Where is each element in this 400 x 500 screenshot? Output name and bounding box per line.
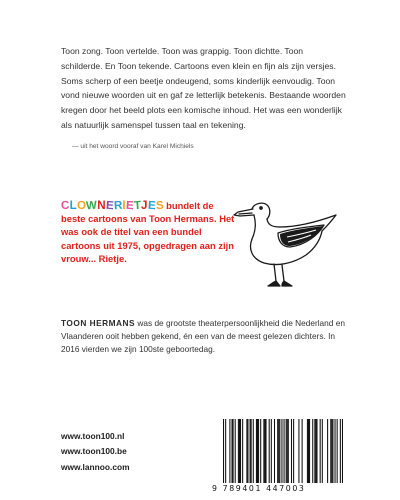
- quote-source: — uit het woord vooraf van Karel Michiels: [72, 143, 194, 150]
- barcode-bar: [269, 419, 270, 483]
- logo-letter: O: [76, 198, 87, 213]
- barcode-bar: [246, 419, 247, 483]
- barcode-bar: [274, 419, 275, 483]
- bio-text: was de grootste theaterpersoonlijkheid die Nederland en Vlaanderen ooit hebben gekend, én een van de meest gelezen dichters. In 2016 vierden we zijn 100ste geboortedag.: [61, 318, 345, 355]
- barcode-bar: [286, 419, 287, 483]
- barcode-bar: [238, 419, 239, 483]
- logo-letter: E: [147, 198, 157, 213]
- link-toon100-nl[interactable]: www.toon100.nl: [61, 431, 125, 441]
- logo-letter: I: [122, 199, 126, 212]
- barcode-bar: [253, 419, 254, 483]
- barcode-bar: [312, 419, 313, 483]
- barcode-bar: [327, 419, 328, 483]
- barcode-bar: [293, 419, 294, 483]
- logo-letter: C: [60, 198, 71, 213]
- logo-letter: R: [113, 198, 123, 213]
- barcode-bar: [287, 419, 288, 483]
- barcode-bar: [316, 419, 317, 483]
- barcode-bar: [322, 419, 323, 483]
- barcode-bar: [309, 419, 310, 483]
- barcode-bar: [342, 419, 343, 483]
- barcode-bar: [225, 419, 226, 483]
- barcode-bar: [229, 419, 230, 483]
- logo-letter: E: [105, 198, 115, 213]
- barcode-bar: [308, 419, 309, 483]
- barcode-bar: [242, 419, 243, 483]
- barcode-bar: [271, 419, 272, 483]
- isbn-barcode: [223, 419, 343, 483]
- duck-drawing-icon: [232, 197, 342, 289]
- barcode-bar: [264, 419, 265, 483]
- barcode-bar: [315, 419, 316, 483]
- author-name: TOON HERMANS: [61, 318, 136, 328]
- barcode-bar: [258, 419, 259, 483]
- barcode-bar: [279, 419, 280, 483]
- barcode-bar: [302, 419, 303, 483]
- barcode-bar: [263, 419, 264, 483]
- barcode-bar: [247, 419, 248, 483]
- logo-letter: S: [155, 198, 164, 213]
- logo-letter: L: [69, 199, 77, 212]
- barcode-bar: [314, 419, 315, 483]
- barcode-bar: [256, 419, 257, 483]
- barcode-bar: [251, 419, 252, 483]
- barcode-bar: [330, 419, 331, 483]
- promo-block: [61, 199, 236, 265]
- promo-text: bundelt de beste cartoons van Toon Hermans. Het was ook de titel van een bundel cartoons uit 1975, opgedragen aan zijn vrouw... Rietje.: [61, 200, 235, 264]
- barcode-bar: [239, 419, 240, 483]
- barcode-bar: [233, 419, 234, 483]
- logo-letter: E: [125, 198, 135, 213]
- barcode-bar: [340, 419, 341, 483]
- link-toon100-be[interactable]: www.toon100.be: [61, 446, 127, 457]
- barcode-bar: [320, 419, 321, 483]
- logo-letter: J: [141, 199, 148, 212]
- barcode-bar: [298, 419, 299, 483]
- barcode-bar: [277, 419, 278, 483]
- logo-letter: N: [97, 199, 106, 212]
- barcode-bar: [335, 419, 336, 483]
- barcode-bar: [291, 419, 292, 483]
- barcode-bar: [278, 419, 279, 483]
- barcode-bar: [337, 419, 338, 483]
- website-links: [61, 429, 130, 475]
- barcode-bar: [281, 419, 282, 483]
- barcode-bar: [223, 419, 224, 483]
- quote-text: Toon zong. Toon vertelde. Toon was grappig. Toon dichtte. Toon schilderde. En Toon tekende. Cartoons even klein en fijn als zijn versjes. Soms scherp of een beetje ondeugend, soms kinderlijk eenvoudig. Toon vond nieuwe woorden uit en gaf ze letterlijk betekenis. Bestaande woorden kregen door het beeld plots een komische inhoud. Het was een wonderlijk als natuurlijk samenspel tussen taal en tekening.: [61, 46, 346, 130]
- barcode-bar: [235, 419, 236, 483]
- barcode-bar: [284, 419, 285, 483]
- link-lannoo[interactable]: www.lannoo.com: [61, 461, 130, 472]
- barcode-bar: [332, 419, 333, 483]
- barcode-bar: [257, 419, 258, 483]
- barcode-bar: [265, 419, 266, 483]
- logo-letter: T: [133, 198, 142, 213]
- clownerietjes-logo: [61, 199, 164, 212]
- logo-letter: W: [85, 198, 98, 213]
- barcode-bar: [250, 419, 251, 483]
- barcode-bar: [307, 419, 308, 483]
- barcode-bar: [240, 419, 241, 483]
- barcode-bar: [260, 419, 261, 483]
- barcode-bar: [331, 419, 332, 483]
- author-bio: [61, 317, 353, 357]
- barcode-bar: [231, 419, 232, 483]
- barcode-bar: [288, 419, 289, 483]
- isbn-number: 9 789401 447003: [212, 484, 306, 493]
